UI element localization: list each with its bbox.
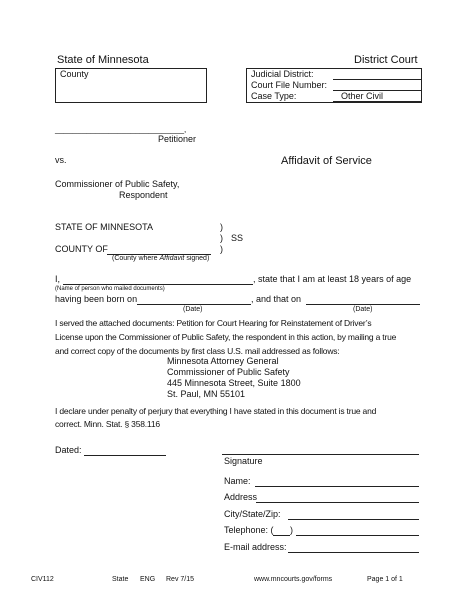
served-line-1: I served the attached documents: Petition for Court Hearing for Reinstatement of Driver’s (55, 318, 372, 328)
footer-url[interactable]: www.mncourts.gov/forms (254, 576, 333, 583)
area-code-field[interactable] (273, 535, 290, 536)
form-id: CIV112 (31, 576, 54, 583)
city-state-zip-label: City/State/Zip: (224, 509, 281, 519)
venue-county-label: COUNTY OF (55, 244, 108, 254)
judicial-district-label: Judicial District: (251, 69, 314, 79)
birth-date-field[interactable] (137, 304, 251, 305)
footer-language: ENG (140, 576, 156, 583)
dated-field[interactable] (84, 455, 166, 456)
case-type-label: Case Type: (251, 91, 297, 101)
court-heading: District Court (354, 54, 418, 66)
served-line-3: and correct copy of the documents by first class U.S. mail addressed as follows: (55, 346, 340, 356)
telephone-close-paren: ) (290, 525, 293, 535)
birth-date-hint: (Date) (183, 306, 203, 313)
city-state-zip-field[interactable] (288, 519, 419, 520)
county-label: County (60, 69, 89, 79)
vs-label: vs. (55, 155, 67, 165)
declaration-line-2: correct. Minn. Stat. § 358.116 (55, 419, 160, 429)
petitioner-line[interactable]: _____________________________, (55, 125, 187, 134)
venue-paren-bottom: ) (220, 244, 223, 254)
signature-field[interactable] (222, 454, 419, 455)
email-field[interactable] (288, 552, 419, 553)
county-box[interactable] (55, 68, 207, 103)
footer-page-number: Page 1 of 1 (367, 576, 403, 583)
case-info-box (246, 68, 422, 103)
affiant-name-field[interactable] (63, 284, 253, 285)
footer-state: State (112, 576, 129, 583)
address-line-1: Minnesota Attorney General (167, 356, 279, 366)
county-hint-italic: Affidavit (159, 255, 185, 262)
signature-label: Signature (224, 456, 263, 466)
respondent-name: Commissioner of Public Safety, (55, 179, 180, 189)
declaration-line-1: I declare under penalty of perjury that everything I have stated in this document is true and (55, 406, 377, 416)
address-label: Address (224, 492, 258, 502)
court-file-number-label: Court File Number: (251, 80, 328, 90)
and-that-on-label: , and that on (251, 294, 302, 304)
venue-paren-top: ) (220, 222, 223, 232)
county-hint-suffix: signed) (184, 255, 210, 262)
venue-paren-mid: ) (220, 233, 223, 243)
court-file-number-field[interactable] (333, 90, 421, 91)
email-label: E-mail address: (224, 542, 287, 552)
address-line-4: St. Paul, MN 55101 (167, 389, 246, 399)
case-type-underline (333, 101, 421, 102)
dated-label: Dated: (55, 445, 82, 455)
petitioner-label: Petitioner (158, 134, 197, 144)
venue-ss: SS (231, 233, 244, 243)
county-hint-prefix: (County where (112, 255, 160, 262)
born-on-label: having been born on (55, 294, 138, 304)
age-text: , state that I am at least 18 years of age (253, 274, 412, 284)
telephone-number-field[interactable] (296, 535, 419, 536)
respondent-label: Respondent (119, 190, 168, 200)
telephone-label: Telephone: ( (224, 525, 274, 535)
name-field[interactable] (255, 486, 419, 487)
document-title: Affidavit of Service (281, 155, 372, 167)
served-line-2: License upon the Commissioner of Public Safety, the respondent in this action, by mailing a true (55, 332, 397, 342)
service-date-field[interactable] (306, 304, 420, 305)
address-field[interactable] (256, 502, 419, 503)
judicial-district-field[interactable] (333, 79, 421, 80)
statement-i: I, (55, 274, 61, 284)
state-heading: State of Minnesota (57, 54, 149, 66)
address-line-2: Commissioner of Public Safety (167, 367, 290, 377)
case-type-value: Other Civil (341, 91, 384, 101)
affiant-name-hint: (Name of person who mailed documents) (55, 286, 165, 292)
name-label: Name: (224, 476, 251, 486)
footer-revision: Rev 7/15 (166, 576, 195, 583)
service-date-hint: (Date) (353, 306, 373, 313)
venue-county-hint (112, 255, 209, 262)
venue-state-label: STATE OF MINNESOTA (55, 222, 154, 232)
address-line-3: 445 Minnesota Street, Suite 1800 (167, 378, 301, 388)
